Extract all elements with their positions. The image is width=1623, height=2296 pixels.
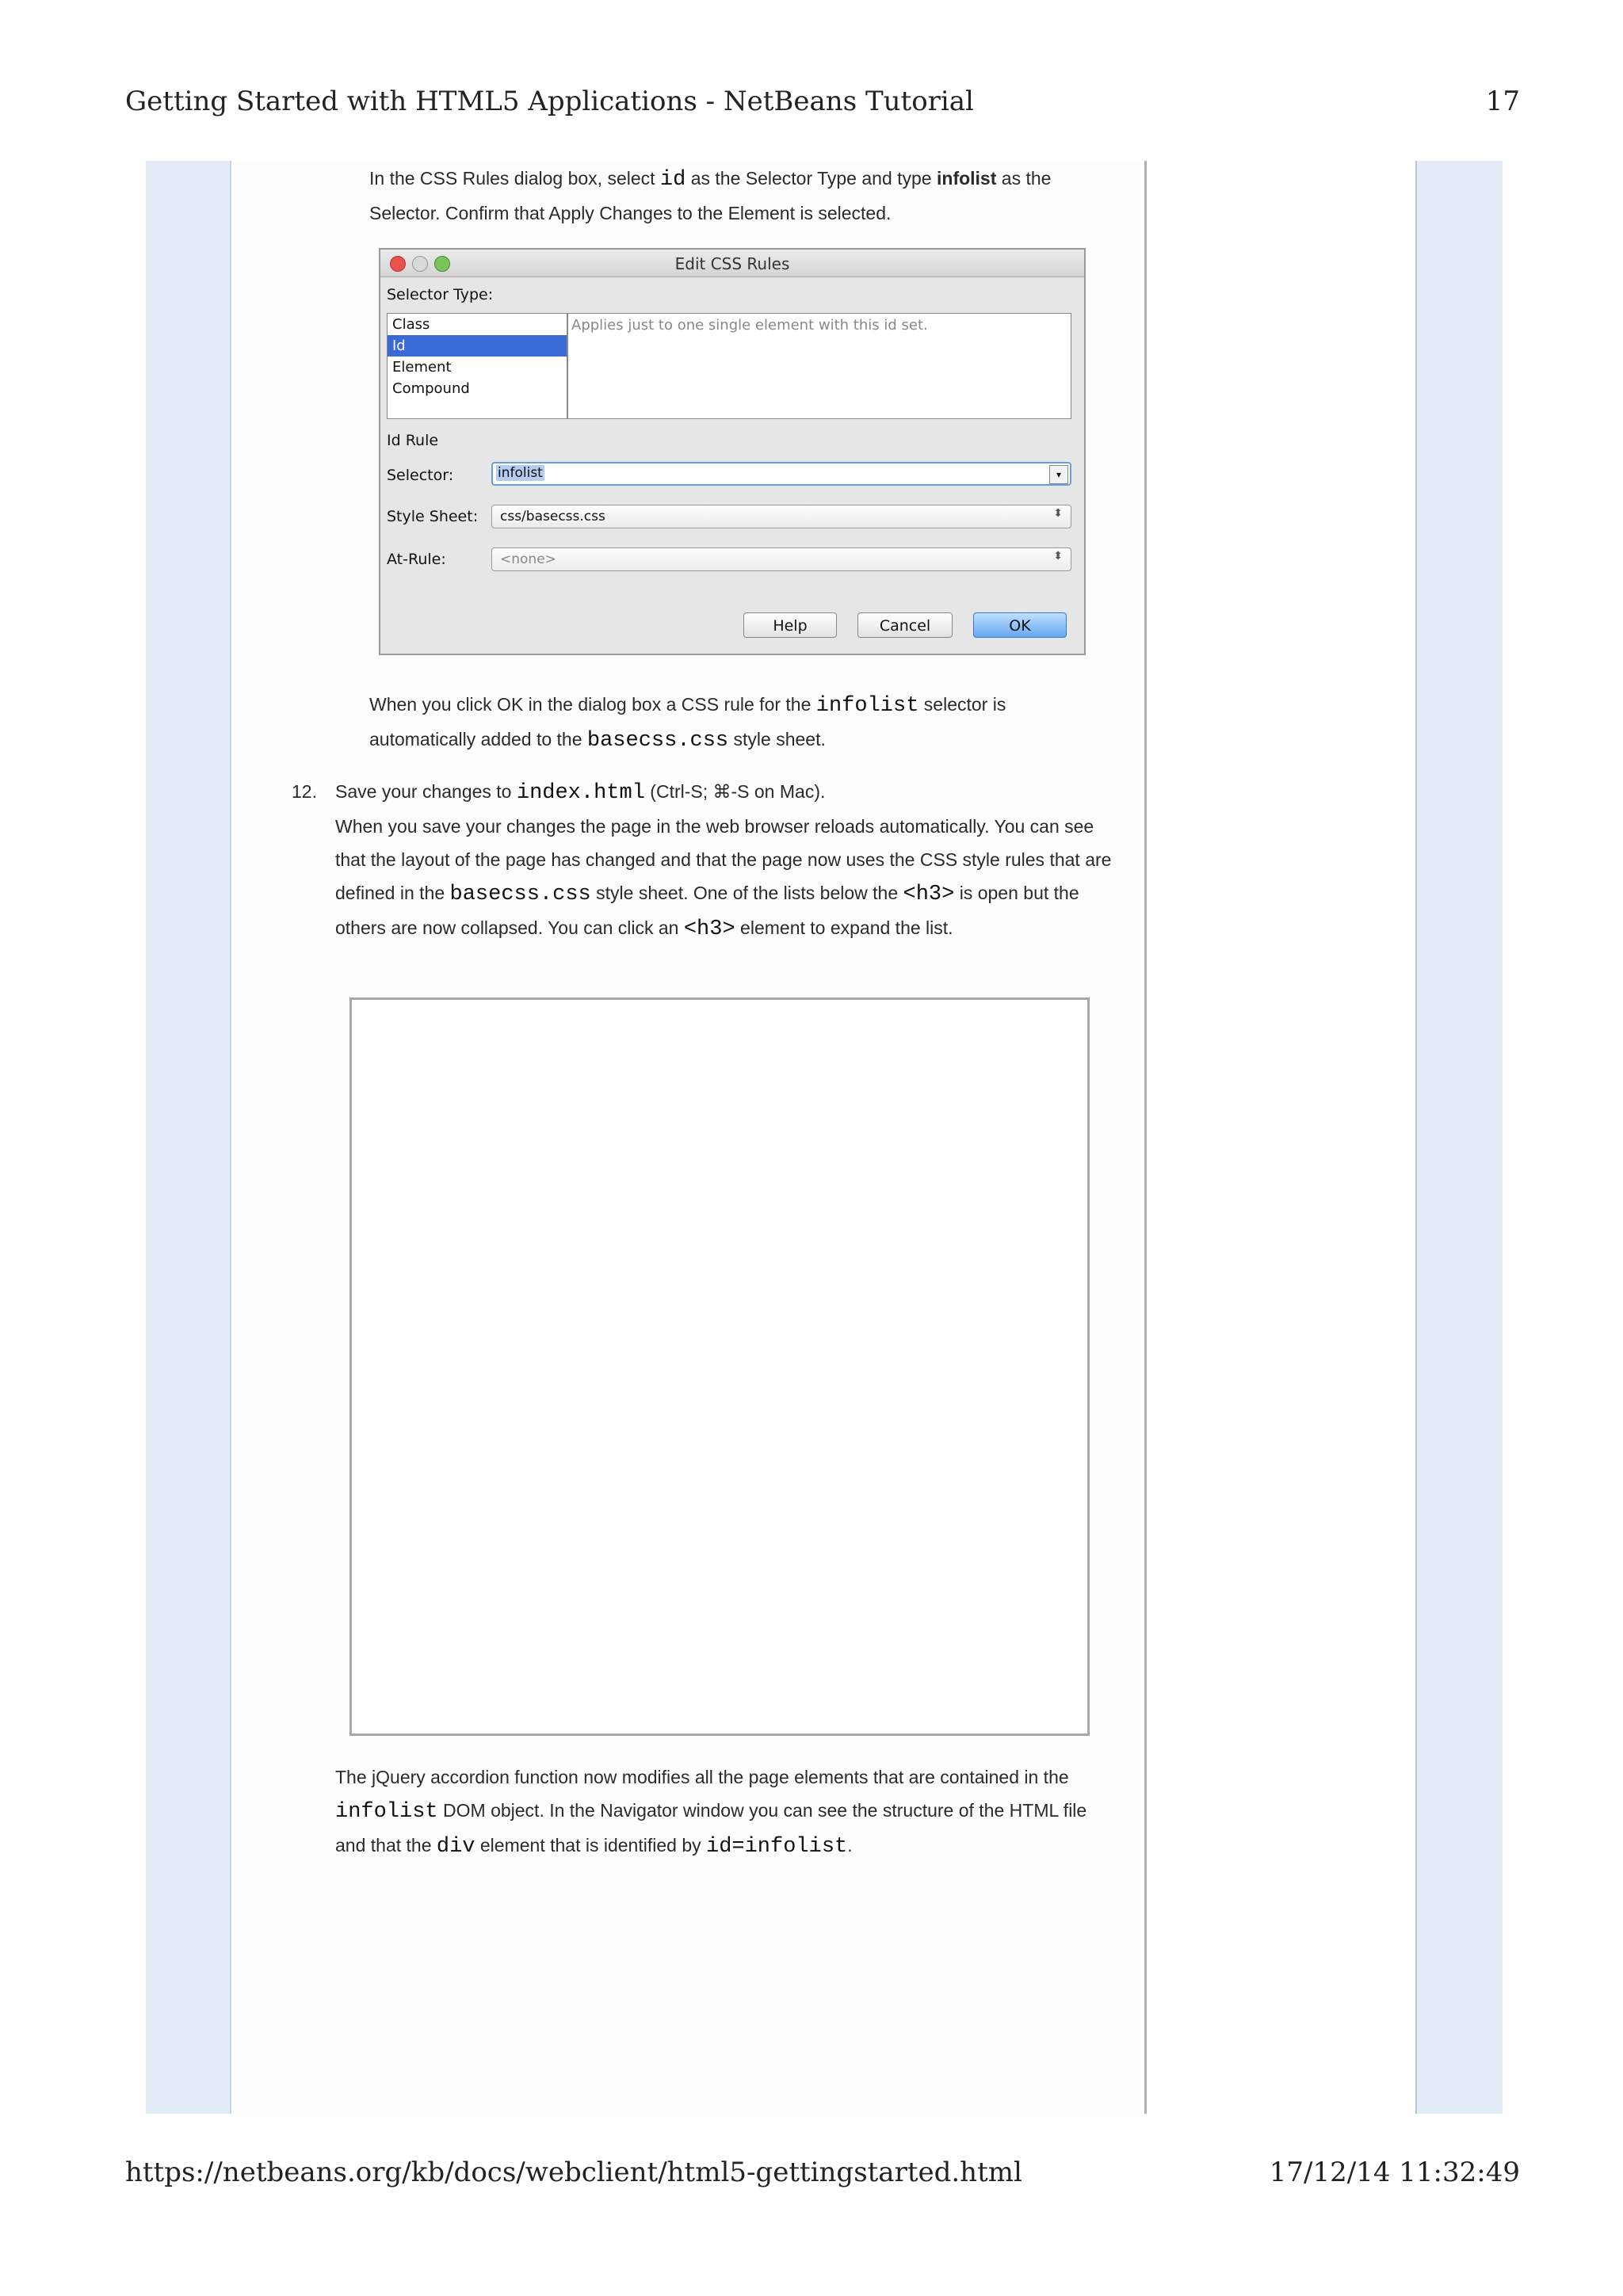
page-header-title: Getting Started with HTML5 Applications - NetBeans Tutorial: [125, 86, 974, 117]
updown-arrows-icon: ⬍: [1053, 507, 1063, 520]
step12-text-1: Save your changes to: [335, 781, 517, 802]
selector-label: Selector:: [387, 467, 454, 484]
step12-text-4: style sheet. One of the lists below the: [590, 883, 903, 903]
selector-type-description: [567, 313, 1071, 419]
cancel-button[interactable]: Cancel: [857, 612, 953, 638]
intro-text-1: In the CSS Rules dialog box, select: [369, 168, 660, 189]
selector-type-label: Selector Type:: [387, 286, 494, 303]
step-12-paragraph: [335, 775, 1121, 946]
footer-url: https://netbeans.org/kb/docs/webclient/html5-gettingstarted.html: [125, 2157, 1022, 2188]
intro-paragraph: [369, 162, 1106, 230]
selector-type-list[interactable]: [387, 313, 567, 419]
selector-type-element[interactable]: Element: [392, 359, 452, 376]
updown-arrows-icon: ⬍: [1053, 550, 1063, 563]
closing-text-2: DOM object. In the Navigator window you can see the structure of the HTML file and that the: [335, 1800, 1087, 1855]
stylesheet-select-value: css/basecss.css: [500, 509, 605, 524]
edit-css-rules-dialog: [379, 248, 1086, 655]
at-rule-select[interactable]: [491, 547, 1071, 571]
closing-text-3: element that is identified by: [475, 1835, 706, 1855]
description-text: Applies just to one single element with this id set.: [571, 317, 928, 334]
help-button[interactable]: Help: [743, 612, 837, 638]
at-rule-select-value: <none>: [500, 551, 556, 567]
stylesheet-label: Style Sheet:: [387, 508, 479, 525]
intro-bold-infolist: infolist: [937, 168, 997, 189]
after-dialog-text-3: style sheet.: [728, 729, 826, 749]
step12-code-basecss: basecss.css: [449, 883, 591, 906]
closing-text-1: The jQuery accordion function now modifies all the page elements that are contained in the: [335, 1767, 1069, 1787]
after-dialog-text-1: When you click OK in the dialog box a CSS rule for the: [369, 694, 816, 715]
step12-code-index: index.html: [516, 781, 645, 805]
step12-text-6: element to expand the list.: [735, 917, 953, 938]
content-divider: [1144, 161, 1147, 2114]
intro-text-3: as the Selector. Confirm that Apply Changes to the Element is selected.: [369, 168, 1052, 223]
step12-text-5: is open but the others are now collapsed. You can click an: [335, 883, 1079, 938]
at-rule-label: At-Rule:: [387, 551, 446, 568]
page-number: 17: [1485, 86, 1520, 117]
selector-input[interactable]: [491, 462, 1071, 486]
selector-input-value: infolist: [498, 465, 543, 481]
right-margin-strip: [1415, 161, 1503, 2114]
ok-button[interactable]: OK: [973, 612, 1067, 638]
closing-code-div: div: [436, 1835, 475, 1859]
closing-code-infolist: infolist: [335, 1800, 438, 1824]
id-rule-section-label: Id Rule: [387, 432, 439, 449]
left-margin-strip: [146, 161, 231, 2114]
step12-text-2: (Ctrl-S; ⌘-S on Mac).: [644, 781, 826, 802]
selector-type-class[interactable]: Class: [392, 316, 430, 333]
footer-timestamp: 17/12/14 11:32:49: [1269, 2157, 1520, 2188]
after-dialog-code-basecss: basecss.css: [586, 729, 729, 753]
closing-paragraph: [335, 1760, 1121, 1863]
after-dialog-code-infolist: infolist: [815, 694, 919, 718]
stylesheet-select[interactable]: [491, 505, 1071, 528]
step12-code-h3: <h3>: [903, 883, 955, 906]
step12-code-h3-2: <h3>: [683, 917, 735, 941]
after-dialog-text-2: selector is automatically added to the: [369, 694, 1006, 749]
screenshot-image-placeholder: [349, 997, 1090, 1736]
intro-text-2: as the Selector Type and type: [685, 168, 937, 189]
chevron-down-icon[interactable]: ▾: [1049, 465, 1068, 484]
dialog-title: Edit CSS Rules: [674, 254, 790, 273]
selector-type-compound[interactable]: Compound: [392, 380, 470, 397]
dialog-titlebar: [380, 250, 1084, 277]
closing-text-4: .: [847, 1835, 853, 1855]
selector-type-id[interactable]: Id: [388, 335, 567, 357]
step12-text-3: When you save your changes the page in the web browser reloads automatically. You can see that the layout of the page has changed and that the page now uses the CSS style rules that are defined in the: [335, 816, 1112, 903]
closing-code-id-infolist: id=infolist: [706, 1835, 848, 1859]
intro-code-id: id: [659, 168, 686, 192]
step-number: 12.: [292, 781, 317, 802]
after-dialog-paragraph: [369, 688, 1106, 757]
